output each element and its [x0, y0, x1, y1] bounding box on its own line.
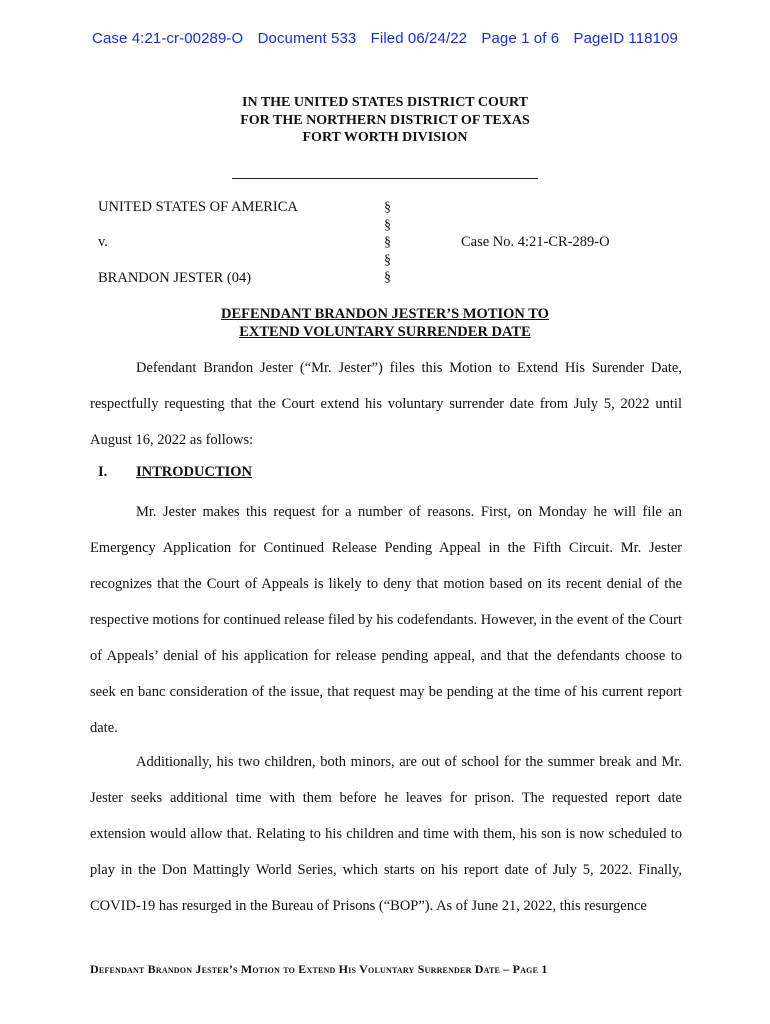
caption-defendant: BRANDON JESTER (04): [98, 270, 252, 286]
caption-versus: v.: [98, 234, 108, 250]
caption-section-marks: [384, 199, 391, 287]
motion-title: [0, 306, 770, 341]
case-number: Case No. 4:21-CR-289-O: [461, 234, 610, 250]
stamp-document-number: Document 533: [257, 30, 357, 47]
court-line-1: IN THE UNITED STATES DISTRICT COURT: [242, 95, 528, 110]
heading-divider: [232, 178, 538, 179]
children-paragraph-block: [90, 744, 682, 924]
section-mark: §: [384, 270, 391, 285]
section-mark: §: [384, 252, 391, 268]
court-heading: [0, 94, 770, 147]
section-mark: §: [384, 200, 391, 215]
section-heading: [98, 464, 252, 481]
section-title: INTRODUCTION: [136, 464, 253, 480]
reasons-paragraph: Mr. Jester makes this request for a number of reasons. First, on Monday he will file an Emergency Application for Continued Release Pending Appeal in the Fifth Circuit. Mr. Jester recognizes that the Court of Appeals is likely to deny that motion based on its recent denial of the respective motions for continued release filed by his codefendants. However, in the event of the Court of Appeals’ denial of his application for release pending appeal, and that the defendants choose to seek en banc consideration of the issue, that request may be pending at the time of his current report date.: [90, 504, 682, 736]
stamp-case-number: Case 4:21-cr-00289-O: [92, 30, 244, 47]
section-mark: §: [384, 217, 391, 233]
section-number: I.: [98, 464, 108, 480]
intro-paragraph: Defendant Brandon Jester (“Mr. Jester”) files this Motion to Extend His Surender Date, respectfully requesting that the Court extend his voluntary surrender date from July 5, 2022 until August 16, 2022 as follows:: [90, 360, 682, 448]
stamp-page-count: Page 1 of 6: [481, 30, 560, 47]
motion-title-line-2: EXTEND VOLUNTARY SURRENDER DATE: [239, 323, 531, 340]
section-mark: §: [384, 235, 391, 250]
children-paragraph: Additionally, his two children, both minors, are out of school for the summer break and Mr. Jester seeks additional time with them before he leaves for prison. The requested report date extension would allow that. Relating to his children and time with them, his son is now scheduled to play in the Don Mattingly World Series, which starts on his report date of July 5, 2022. Finally, COVID-19 has resurged in the Bureau of Prisons (“BOP”). As of June 21, 2022, this resurgence: [90, 754, 682, 914]
court-line-3: FORT WORTH DIVISION: [302, 130, 468, 145]
stamp-page-id: PageID 118109: [573, 30, 678, 47]
intro-paragraph-block: [90, 350, 682, 458]
caption-plaintiff: UNITED STATES OF AMERICA: [98, 199, 298, 215]
motion-title-line-1: DEFENDANT BRANDON JESTER’S MOTION TO: [221, 306, 549, 322]
ecf-header-stamp: [0, 30, 770, 47]
reasons-paragraph-block: [90, 494, 682, 746]
stamp-filed-date: Filed 06/24/22: [370, 30, 468, 47]
page-footer: Defendant Brandon Jester’s Motion to Extend His Voluntary Surrender Date – Page 1: [90, 962, 548, 976]
court-line-2: FOR THE NORTHERN DISTRICT OF TEXAS: [240, 112, 530, 128]
